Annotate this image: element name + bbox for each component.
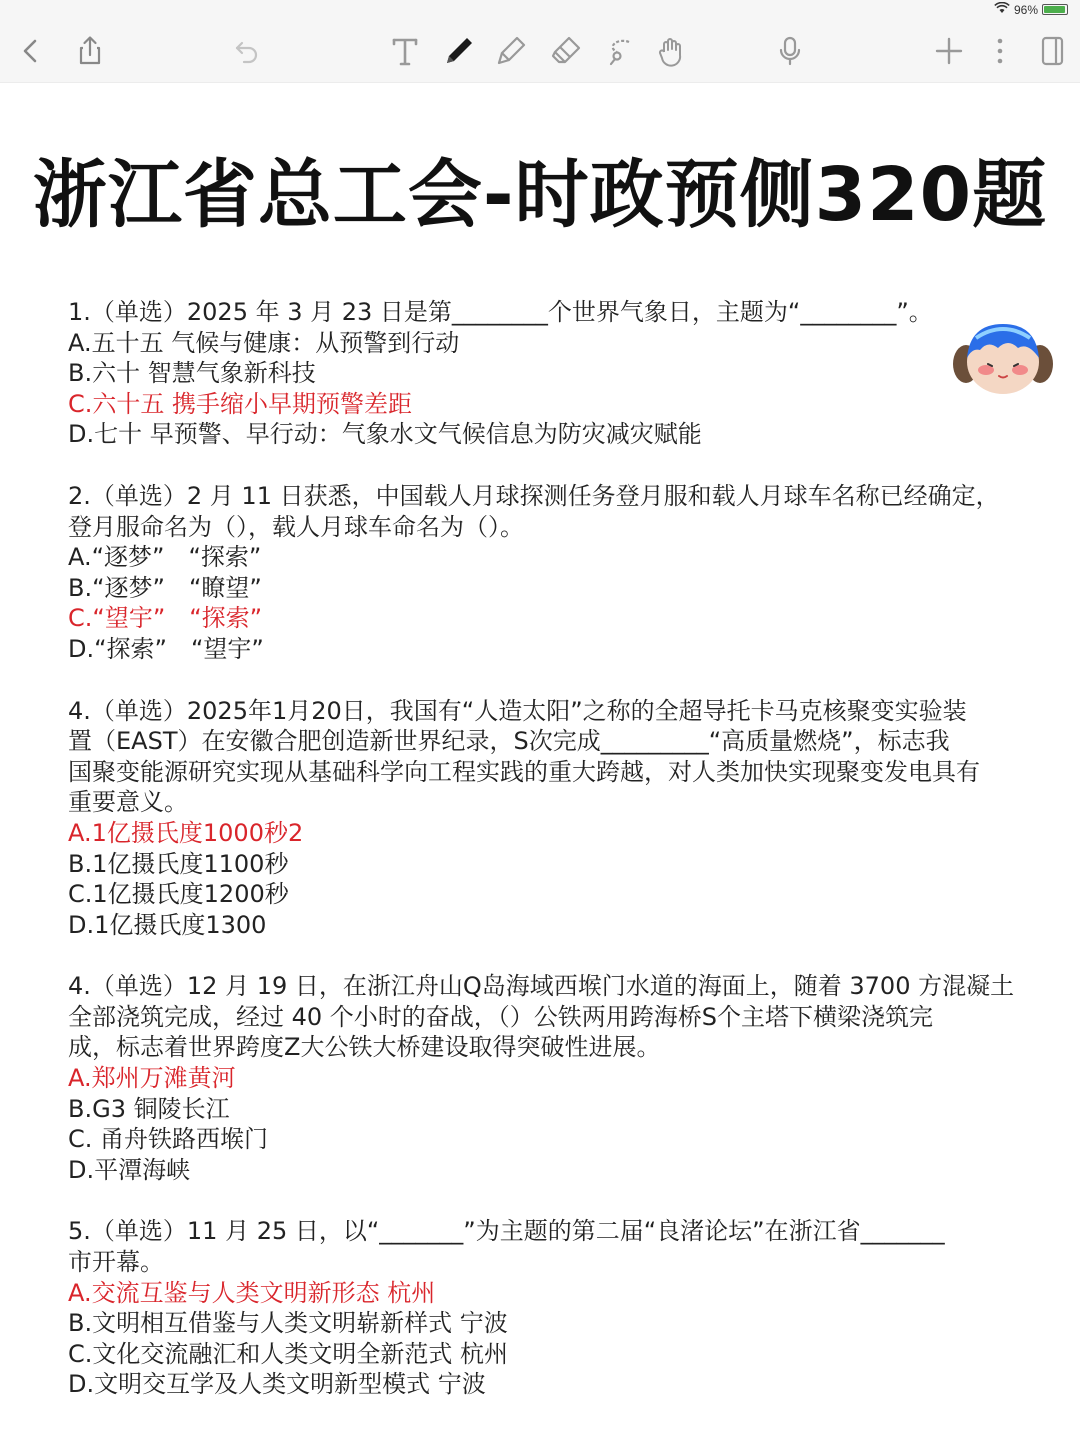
answer-option-correct: A.郑州万滩黄河 (68, 1064, 236, 1093)
undo-icon[interactable] (228, 32, 266, 70)
back-icon[interactable] (12, 32, 50, 70)
question-stem-line: 5.（单选）11 月 25 日，以“_______”为主题的第二届“良渚论坛”在浙江省_______ (68, 1217, 945, 1246)
question-stem-line: 国聚变能源研究实现从基础科学向工程实践的重大跨越，对人类加快实现聚变发电具有 (68, 757, 980, 786)
question-stem-line: 全部浇筑完成，经过 40 个小时的奋战，（）公铁两用跨海桥S个主塔下横梁浇筑完 (68, 1002, 934, 1031)
answer-option-correct: C.六十五 携手缩小早期预警差距 (68, 389, 413, 418)
question-block (68, 481, 1033, 665)
answer-option: B.文明相互借鉴与人类文明崭新样式 宁波 (68, 1309, 508, 1338)
hand-icon[interactable] (652, 32, 690, 70)
battery-icon (1042, 4, 1068, 15)
highlighter-icon[interactable] (493, 32, 531, 70)
question-stem-line: 置（EAST）在安徽合肥创造新世界纪录，S次完成_________“高质量燃烧”，标志我 (68, 727, 950, 756)
answer-option-correct: C.“望宇” “探索” (68, 604, 263, 633)
question-list (68, 297, 1033, 1431)
page-view-icon[interactable] (1033, 32, 1071, 70)
eraser-icon[interactable] (547, 32, 585, 70)
text-tool-icon[interactable] (386, 32, 424, 70)
answer-option: C.1亿摄氏度1200秒 (68, 880, 289, 909)
question-block (68, 971, 1033, 1185)
microphone-icon[interactable] (771, 32, 809, 70)
question-stem-line: 1.（单选）2025 年 3 月 23 日是第________个世界气象日，主题为“________”。 (68, 298, 933, 326)
answer-option: C. 甬舟铁路西堠门 (68, 1125, 269, 1154)
question-stem-line: 4.（单选）2025年1月20日，我国有“人造太阳”之称的全超导托卡马克核聚变实验装 (68, 696, 967, 725)
page-title: 浙江省总工会-时政预侧320题 (32, 152, 1048, 238)
question-stem-line: 2.（单选）2 月 11 日获悉，中国载人月球探测任务登月服和载人月球车名称已经确定， (68, 481, 1000, 510)
battery-percent: 96% (1013, 2, 1038, 17)
answer-option-correct: A.1亿摄氏度1000秒2 (68, 818, 304, 847)
question-stem-line: 重要意义。 (68, 788, 188, 817)
question-block (68, 1216, 1033, 1400)
answer-option: D.七十 早预警、早行动：气象水文气候信息为防灾减灾赋能 (68, 420, 702, 449)
answer-option: D.1亿摄氏度1300 (68, 910, 267, 939)
question-stem-line: 4.（单选）12 月 19 日，在浙江舟山Q岛海域西堠门水道的海面上，随着 3700 方混凝土 (68, 972, 1015, 1001)
status-indicators (994, 2, 1068, 17)
answer-option: A.“逐梦” “探索” (68, 543, 262, 572)
answer-option: A.五十五 气候与健康：从预警到行动 (68, 328, 460, 357)
answer-option: D.平潭海峡 (68, 1155, 191, 1184)
lasso-icon[interactable] (601, 32, 639, 70)
more-icon[interactable] (981, 32, 1019, 70)
note-toolbar (0, 20, 1080, 83)
question-stem-line: 市开幕。 (68, 1248, 164, 1277)
answer-option: D.文明交互学及人类文明新型模式 宁波 (68, 1370, 486, 1399)
status-bar (0, 0, 1080, 20)
pen-icon[interactable] (440, 32, 478, 70)
wifi-icon (994, 2, 1010, 17)
question-block (68, 696, 1033, 941)
question-stem-line: 登月服命名为（），载人月球车命名为（）。 (68, 512, 524, 541)
answer-option: B.1亿摄氏度1100秒 (68, 849, 289, 878)
answer-option: B.六十 智慧气象新科技 (68, 359, 316, 388)
answer-option: B.“逐梦” “瞭望” (68, 573, 262, 602)
question-block (68, 297, 1033, 450)
share-icon[interactable] (71, 32, 109, 70)
battery-level (1044, 6, 1065, 13)
answer-option: C.文化交流融汇和人类文明全新范式 杭州 (68, 1339, 509, 1368)
answer-option: B.G3 铜陵长江 (68, 1094, 230, 1123)
answer-option: D.“探索” “望宇” (68, 634, 264, 663)
question-stem-line: 成，标志着世界跨度Z大公铁大桥建设取得突破性进展。 (68, 1033, 661, 1062)
add-page-icon[interactable] (930, 32, 968, 70)
answer-option-correct: A.交流互鉴与人类文明新形态 杭州 (68, 1278, 436, 1307)
